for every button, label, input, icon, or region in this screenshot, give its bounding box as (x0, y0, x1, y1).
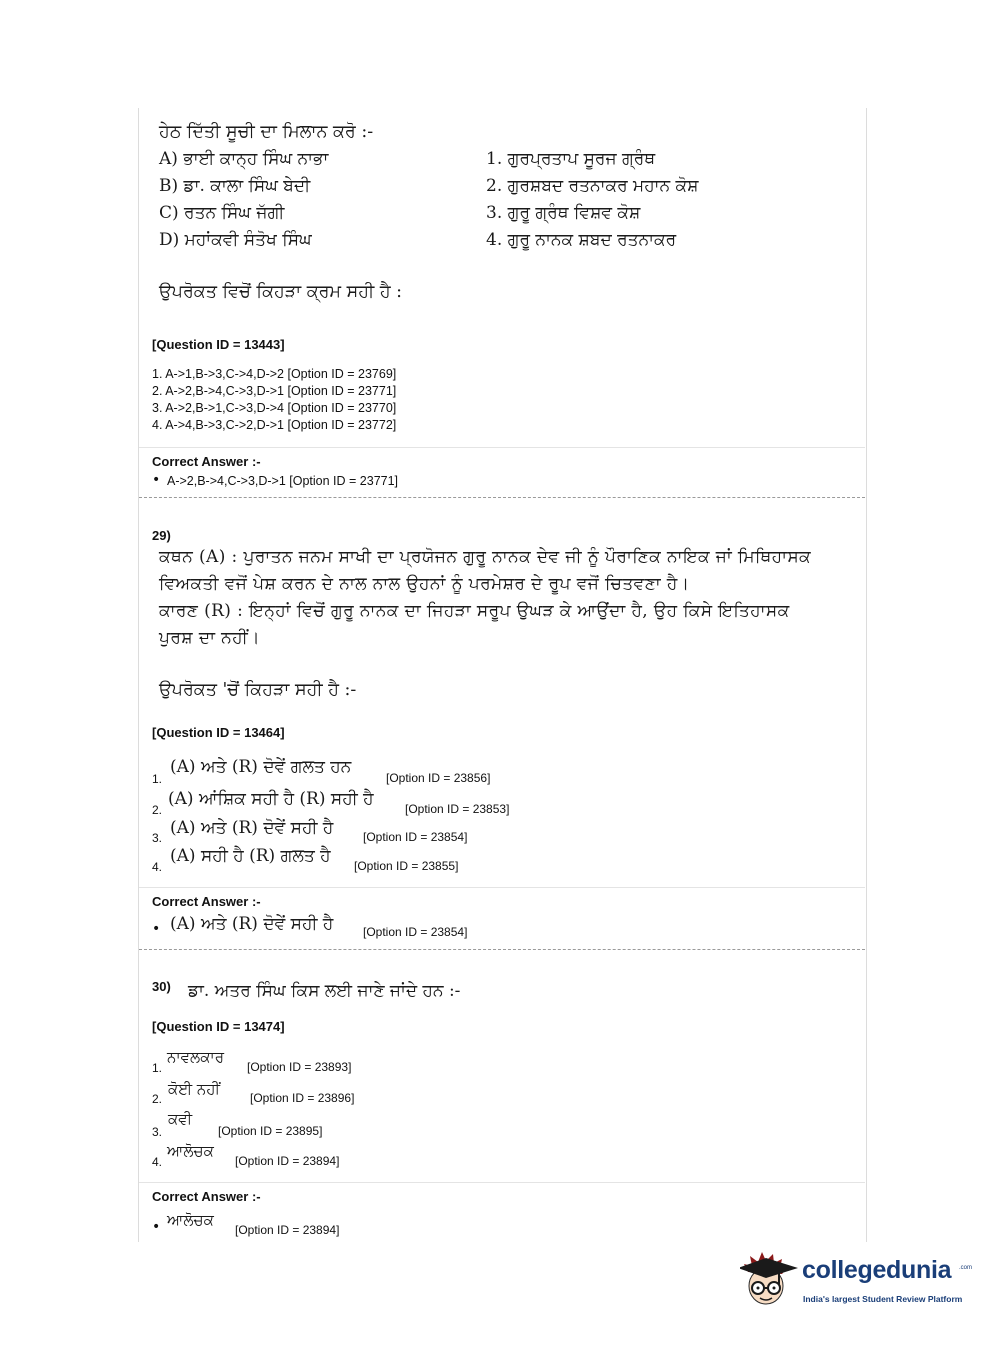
mascot-icon (740, 1250, 800, 1312)
q28-question-id: [Question ID = 13443] (152, 337, 285, 352)
q30-option-1-id: [Option ID = 23893] (247, 1060, 352, 1074)
q30-option-4-text: ਆਲੋਚਕ (167, 1142, 214, 1160)
q30-option-1-num: 1. (152, 1061, 163, 1075)
q30-correct-text: ਆਲੋਚਕ (167, 1211, 214, 1229)
q28-option-3: 3. A->2,B->1,C->3,D->4 [Option ID = 23770] (152, 401, 397, 415)
q30-question-id: [Question ID = 13474] (152, 1019, 285, 1034)
q29-option-2-id: [Option ID = 23853] (405, 802, 510, 816)
logo-wordmark: collegedunia (802, 1256, 952, 1284)
q29-option-1-id: [Option ID = 23856] (386, 771, 491, 785)
divider (139, 447, 865, 448)
q29-option-4-text: (A) ਸਹੀ ਹੈ (R) ਗਲਤ ਹੈ (170, 846, 331, 866)
q29-option-1-num: 1. (152, 772, 163, 786)
q29-line-1: ਕਥਨ (A) : ਪੁਰਾਤਨ ਜਨਮ ਸਾਖੀ ਦਾ ਪ੍ਰਯੋਜਨ ਗੁਰੂ ਨਾਨਕ ਦੇਵ ਜੀ ਨੂੰ ਪੌਰਾਣਿਕ ਨਾਇਕ ਜਾਂ ਮਿਥਿਹਾਸਕ (159, 547, 812, 567)
q29-option-4-num: 4. (152, 860, 163, 874)
question-separator (139, 949, 865, 950)
q28-correct-answer: A->2,B->4,C->3,D->1 [Option ID = 23771] (167, 474, 399, 488)
q29-correct-label: Correct Answer :- (152, 894, 261, 909)
q28-right-1: 1. ਗੁਰਪ੍ਰਤਾਪ ਸੂਰਜ ਗ੍ਰੰਥ (486, 149, 656, 169)
q29-prompt: ਉਪਰੋਕਤ 'ਚੋਂ ਕਿਹੜਾ ਸਹੀ ਹੈ :- (159, 680, 357, 700)
q29-line-4: ਪੁਰਸ਼ ਦਾ ਨਹੀਂ। (159, 628, 260, 648)
q30-correct-id: [Option ID = 23894] (235, 1223, 340, 1237)
q30-option-2-text: ਕੋਈ ਨਹੀਂ (168, 1080, 221, 1098)
q29-option-3-id: [Option ID = 23854] (363, 830, 468, 844)
q30-option-3-text: ਕਵੀ (168, 1110, 193, 1128)
logo-suffix: .com (959, 1265, 973, 1271)
q30-option-1-text: ਨਾਵਲਕਾਰ (167, 1048, 225, 1066)
q28-left-a: A) ਭਾਈ ਕਾਨ੍ਹ ਸਿੰਘ ਨਾਭਾ (159, 149, 329, 169)
q29-number: 29) (152, 528, 171, 543)
q29-option-3-num: 3. (152, 831, 163, 845)
q28-left-b: B) ਡਾ. ਕਾਲਾ ਸਿੰਘ ਬੇਦੀ (159, 176, 311, 196)
q29-correct-text: (A) ਅਤੇ (R) ਦੋਵੇਂ ਸਹੀ ਹੈ (170, 914, 334, 934)
q29-line-2: ਵਿਅਕਤੀ ਵਜੋਂ ਪੇਸ਼ ਕਰਨ ਦੇ ਨਾਲ ਨਾਲ ਉਹਨਾਂ ਨੂੰ ਪਰਮੇਸ਼ਰ ਦੇ ਰੂਪ ਵਜੋਂ ਚਿਤਵਣਾ ਹੈ। (159, 574, 690, 594)
divider (139, 1182, 865, 1183)
q28-right-2: 2. ਗੁਰਸ਼ਬਦ ਰਤਨਾਕਰ ਮਹਾਨ ਕੋਸ਼ (486, 176, 699, 196)
bullet-icon: • (152, 472, 161, 488)
q28-correct-label: Correct Answer :- (152, 454, 261, 469)
q29-option-2-num: 2. (152, 803, 163, 817)
q29-option-4-id: [Option ID = 23855] (354, 859, 459, 873)
q30-number: 30) (152, 979, 171, 994)
bullet-icon: • (152, 1219, 161, 1235)
q30-option-2-id: [Option ID = 23896] (250, 1091, 355, 1105)
q28-option-1: 1. A->1,B->3,C->4,D->2 [Option ID = 23769] (152, 367, 397, 381)
q28-instruction: ਹੇਠ ਦਿੱਤੀ ਸੂਚੀ ਦਾ ਮਿਲਾਨ ਕਰੋ :- (159, 122, 374, 142)
q29-option-1-text: (A) ਅਤੇ (R) ਦੋਵੇਂ ਗਲਤ ਹਨ (170, 757, 352, 777)
q30-option-3-num: 3. (152, 1125, 163, 1139)
q29-option-3-text: (A) ਅਤੇ (R) ਦੋਵੇਂ ਸਹੀ ਹੈ (170, 818, 334, 838)
q29-question-id: [Question ID = 13464] (152, 725, 285, 740)
question-separator (139, 497, 865, 498)
q29-correct-id: [Option ID = 23854] (363, 925, 468, 939)
q28-left-d: D) ਮਹਾਂਕਵੀ ਸੰਤੋਖ ਸਿੰਘ (159, 230, 312, 250)
q29-option-2-text: (A) ਆਂਸ਼ਿਕ ਸਹੀ ਹੈ (R) ਸਹੀ ਹੈ (168, 789, 374, 809)
bullet-icon: • (152, 921, 161, 937)
q30-option-4-num: 4. (152, 1155, 163, 1169)
divider (139, 887, 865, 888)
q30-option-3-id: [Option ID = 23895] (218, 1124, 323, 1138)
q28-option-4: 4. A->4,B->3,C->2,D->1 [Option ID = 23772] (152, 418, 397, 432)
collegedunia-logo (740, 1250, 973, 1320)
q30-option-2-num: 2. (152, 1092, 163, 1106)
q28-left-c: C) ਰਤਨ ਸਿੰਘ ਜੱਗੀ (159, 203, 285, 223)
q28-right-4: 4. ਗੁਰੂ ਨਾਨਕ ਸ਼ਬਦ ਰਤਨਾਕਰ (486, 230, 677, 250)
logo-tagline: India's largest Student Review Platform (803, 1294, 963, 1304)
q30-option-4-id: [Option ID = 23894] (235, 1154, 340, 1168)
q28-prompt: ਉਪਰੋਕਤ ਵਿਚੋਂ ਕਿਹੜਾ ਕ੍ਰਮ ਸਹੀ ਹੈ : (159, 282, 403, 302)
q30-question: ਡਾ. ਅਤਰ ਸਿੰਘ ਕਿਸ ਲਈ ਜਾਣੇ ਜਾਂਦੇ ਹਨ :- (188, 981, 461, 1001)
q28-option-2: 2. A->2,B->4,C->3,D->1 [Option ID = 23771] (152, 384, 397, 398)
q30-correct-label: Correct Answer :- (152, 1189, 261, 1204)
q29-line-3: ਕਾਰਣ (R) : ਇਨ੍ਹਾਂ ਵਿਚੋਂ ਗੁਰੂ ਨਾਨਕ ਦਾ ਜਿਹੜਾ ਸਰੂਪ ਉਘੜ ਕੇ ਆਉਂਦਾ ਹੈ, ਉਹ ਕਿਸੇ ਇਤਿਹਾਸਕ (159, 601, 790, 621)
q28-right-3: 3. ਗੁਰੂ ਗ੍ਰੰਥ ਵਿਸ਼ਵ ਕੋਸ਼ (486, 203, 641, 223)
